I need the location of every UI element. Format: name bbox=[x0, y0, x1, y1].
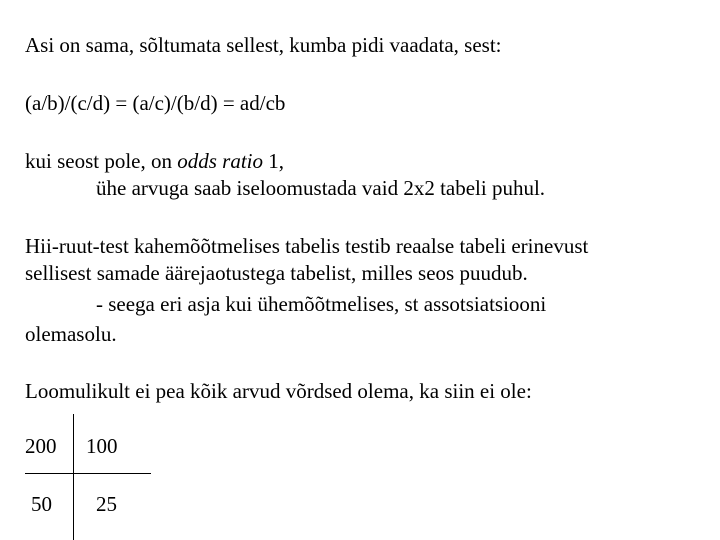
text-segment: 1, bbox=[263, 149, 285, 173]
table-cell: 200 bbox=[25, 434, 57, 458]
text-line-8: olemasolu. bbox=[25, 322, 117, 346]
text-line-odds-ratio bbox=[25, 149, 284, 173]
text-line-1: Asi on sama, sõltumata sellest, kumba pidi vaadata, sest: bbox=[25, 33, 502, 57]
text-line-9: Loomulikult ei pea kõik arvud võrdsed olema, ka siin ei ole: bbox=[25, 379, 532, 403]
table-cell: 25 bbox=[96, 492, 117, 516]
text-line-5: Hii-ruut-test kahemõõtmelises tabelis testib reaalse tabeli erinevust bbox=[25, 234, 589, 258]
text-line-6: sellisest samade äärejaotustega tabelist, milles seos puudub. bbox=[25, 261, 528, 285]
table-vertical-divider bbox=[73, 414, 74, 540]
table-cell: 50 bbox=[31, 492, 52, 516]
text-segment: kui seost pole, on bbox=[25, 149, 178, 173]
table-cell: 100 bbox=[86, 434, 118, 458]
text-line-indented-2: - seega eri asja kui ühemõõtmelises, st assotsiatsiooni bbox=[96, 292, 547, 316]
table-horizontal-divider bbox=[25, 473, 151, 474]
odds-ratio-term: odds ratio bbox=[177, 149, 264, 173]
text-line-indented-1: ühe arvuga saab iseloomustada vaid 2x2 tabeli puhul. bbox=[96, 176, 546, 200]
formula-line: (a/b)/(c/d) = (a/c)/(b/d) = ad/cb bbox=[25, 91, 286, 115]
